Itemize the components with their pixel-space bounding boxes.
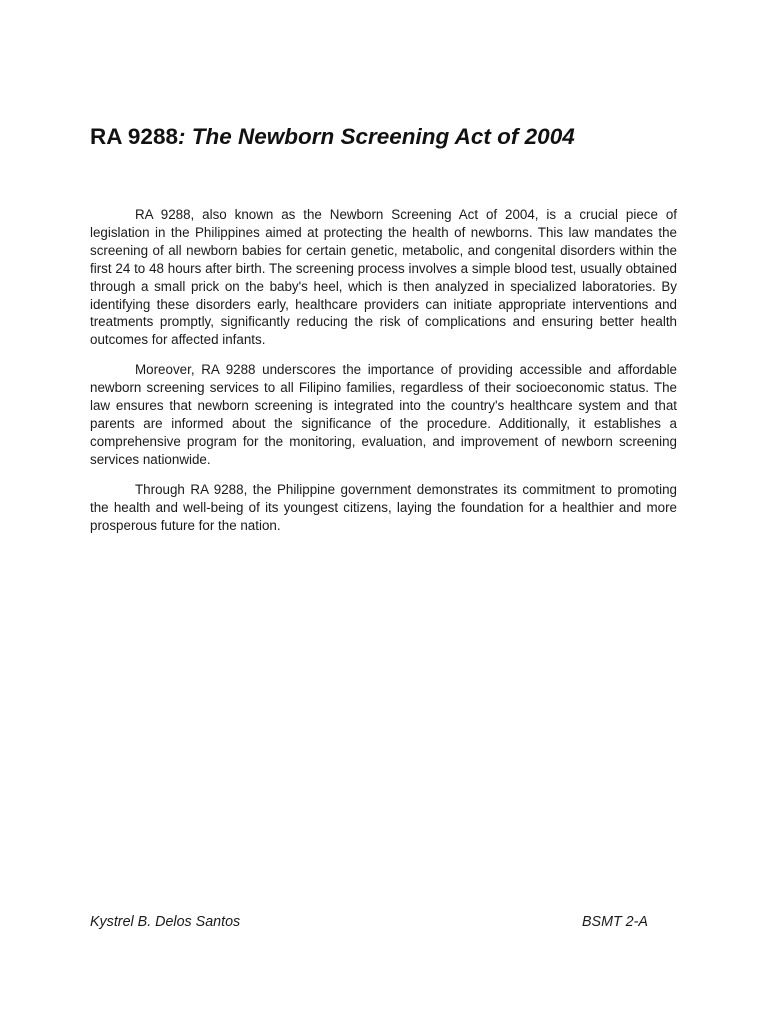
title-prefix: RA 9288 <box>90 124 178 149</box>
footer-author-name: Kystrel B. Delos Santos <box>90 914 241 930</box>
document-title <box>90 120 690 154</box>
title-suffix: : The Newborn Screening Act of 2004 <box>177 124 575 149</box>
footer-class-section: BSMT 2-A <box>582 914 648 930</box>
document-body <box>90 206 677 546</box>
paragraph-2: Moreover, RA 9288 underscores the importance of providing accessible and affordable newborn screening services to all Filipino families, regardless of their socioeconomic status. The law ensures that newborn screening is integrated into the country's healthcare system and that parents are informed about the significance of the procedure. Additionally, it establishes a comprehensive program for the monitoring, evaluation, and improvement of newborn screening services nationwide. <box>90 362 677 467</box>
paragraph-1: RA 9288, also known as the Newborn Screening Act of 2004, is a crucial piece of legislation in the Philippines aimed at protecting the health of newborns. This law mandates the screening of all newborn babies for certain genetic, metabolic, and congenital disorders within the first 24 to 48 hours after birth. The screening process involves a simple blood test, usually obtained through a small prick on the baby's heel, which is then analyzed in specialized laboratories. By identifying these disorders early, healthcare providers can initiate appropriate interventions and treatments promptly, significantly reducing the risk of complications and ensuring better health outcomes for affected infants. <box>90 207 677 348</box>
paragraph-3: Through RA 9288, the Philippine government demonstrates its commitment to promoting the health and well-being of its youngest citizens, laying the foundation for a healthier and more prosperous future for the nation. <box>90 481 677 533</box>
